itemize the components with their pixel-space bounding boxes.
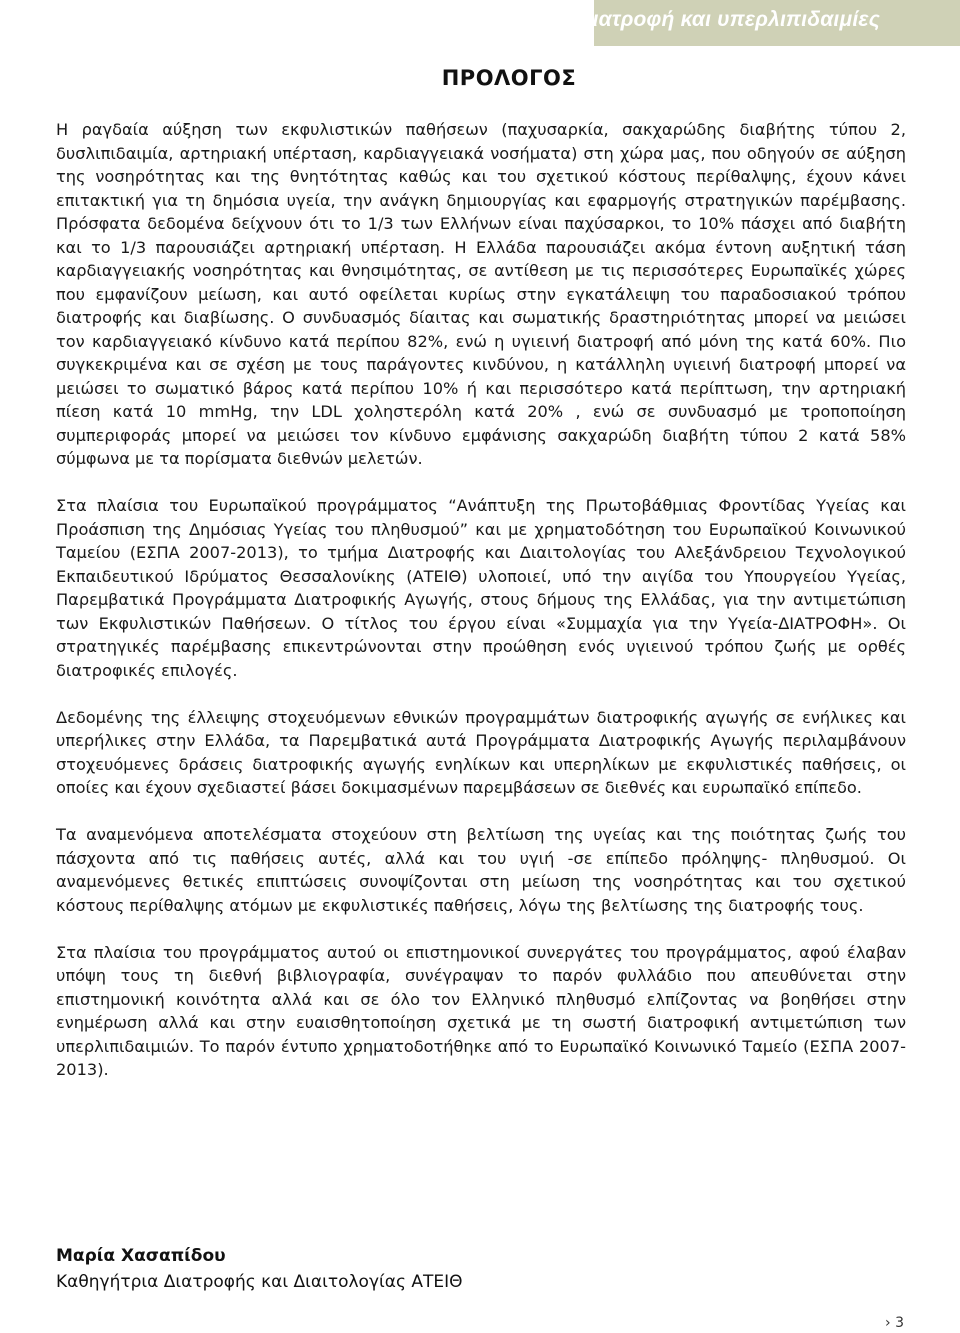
paragraph-5: Στα πλαίσια του προγράμματος αυτού οι επιστημονικοί συνεργάτες του προγράμματος, αφού έλαβαν υπόψη τους τη διεθνή βιβλιογραφία, συνέγραψαν το παρόν φυλλάδιο που απευθύνεται στην επιστημονική κοινότητα αλλά και σε όλο τον Ελληνικό πληθυσμό ελπίζοντας να βοηθήσει στην ενημέρωση αλλά και στην ευαισθητοποίηση σχετικά με τη σωστή διατροφική αντιμετώπιση των υπερλιπιδαιμιών. Το παρόν έντυπο χρηματοδοτήθηκε από το Ευρωπαϊκό Κοινωνικό Ταμείο (ΕΣΠΑ 2007-2013). — [56, 942, 906, 1079]
signature-name: Μαρία Χασαπίδου — [56, 1246, 226, 1266]
body-text — [56, 118, 906, 1105]
section-title: Διατροφή και υπερλιπιδαιμίες — [578, 8, 880, 31]
page-number: › 3 — [885, 1315, 904, 1331]
paragraph-3: Δεδομένης της έλλειψης στοχευόμενων εθνικών προγραμμάτων διατροφικής αγωγής σε ενήλικες και υπερήλικες στην Ελλάδα, τα Παρεμβατικά αυτά Προγράμματα Διατροφικής Αγωγής περιλαμβάνουν στοχευόμενες δράσεις διατροφικής αγωγής ενηλίκων και υπερηλίκων με εκφυλιστικές παθήσεις, οι οποίες και έχουν σχεδιαστεί βάσει δοκιμασμένων παρεμβάσεων σε διεθνές και ευρωπαϊκό επίπεδο. — [56, 707, 906, 797]
signature-block — [56, 1243, 463, 1295]
paragraph-1: Η ραγδαία αύξηση των εκφυλιστικών παθήσεων (παχυσαρκία, σακχαρώδης διαβήτης τύπου 2, δυσλιπιδαιμία, αρτηριακή υπέρταση, καρδιαγγειακά νοσήματα) στη χώρα μας, που οδηγούν σε αύξηση της νοσηρότητας και της θνητότητας καθώς και του σχετικού κόστους περίθαλψης, έχουν κάνει επιτακτική για τη δημόσια υγεία, την ανάγκη δημιουργίας και εφαρμογής στρατηγικών παρέμβασης. Πρόσφατα δεδομένα δείχνουν ότι το 1/3 των Ελλήνων είναι παχύσαρκοι, το 10% πάσχει από διαβήτη και το 1/3 παρουσιάζει αρτηριακή υπέρταση. Η Ελλάδα παρουσιάζει ακόμα έντονη αυξητική τάση καρδιαγγειακής νοσηρότητας και θνησιμότητας, σε αντίθεση με τις περισσότερες Ευρωπαϊκές χώρες που εμφανίζουν μείωση, και αυτό οφείλεται κυρίως στην εγκατάλειψη του παραδοσιακού τρόπου διατροφής και διαβίωσης. Ο συνδυασμός δίαιτας και σωματικής δραστηριότητας μπορεί να μειώσει τον καρδιαγγειακό κίνδυνο κατά περίπου 82%, ενώ η υγιεινή διατροφή από μόνη της κατά 60%. Πιο συγκεκριμένα και σε σχέση με τους παράγοντες κινδύνου, η κατάλληλη υγιεινή διατροφή μπορεί να μειώσει το σωματικό βάρος κατά περίπου 10% ή και περισσότερο κατά περίπτωση, την αρτηριακή πίεση κατά 10 mmHg, την LDL χοληστερόλη κατά 20% , ενώ σε συνδυασμό με τροποποίηση συμπεριφοράς μπορεί να μειώσει τον κίνδυνο εμφάνισης σακχαρώδη διαβήτη τύπου 2 κατά 58% σύμφωνα με τα πορίσματα διεθνών μελετών. — [56, 120, 906, 468]
paragraph-4: Τα αναμενόμενα αποτελέσματα στοχεύουν στη βελτίωση της υγείας και της ποιότητας ζωής του πάσχοντα από τις παθήσεις αυτές, αλλά και του υγιή -σε επίπεδο πρόληψης- πληθυσμού. Οι αναμενόμενες θετικές επιπτώσεις συνοψίζονται στη μείωση της νοσηρότητας και του σχετικού κόστους περίθαλψης ατόμων με εκφυλιστικές παθήσεις, λόγω της βελτίωσης της διατροφής τους. — [56, 825, 906, 915]
signature-role: Καθηγήτρια Διατροφής και Διαιτολογίας ΑΤΕΙΘ — [56, 1272, 463, 1292]
page-title: ΠΡΟΛΟΓΟΣ — [441, 66, 577, 90]
paragraph-2: Στα πλαίσια του Ευρωπαϊκού προγράμματος “Ανάπτυξη της Πρωτοβάθμιας Φροντίδας Υγείας και Προάσπιση της Δημόσιας Υγείας του πληθυσμού” και με χρηματοδότηση του Ευρωπαϊκού Κοινωνικού Ταμείου (ΕΣΠΑ 2007-2013), το τμήμα Διατροφής και Διαιτολογίας του Αλεξάνδρειου Τεχνολογικού Εκπαιδευτικού Ιδρύματος Θεσσαλονίκης (ΑΤΕΙΘ) υλοποιεί, υπό την αιγίδα του Υπουργείου Υγείας, Παρεμβατικά Προγράμματα Διατροφικής Αγωγής, στους δήμους της Ελλάδας, για την αντιμετώπιση των Εκφυλιστικών Παθήσεων. Ο τίτλος του έργου είναι «Συμμαχία για την Υγεία-ΔΙΑΤΡΟΦΗ». Οι στρατηγικές παρέμβασης επικεντρώνονται στην προώθηση ενός υγιεινού τρόπου ζωής με ορθές διατροφικές επιλογές. — [56, 496, 906, 680]
